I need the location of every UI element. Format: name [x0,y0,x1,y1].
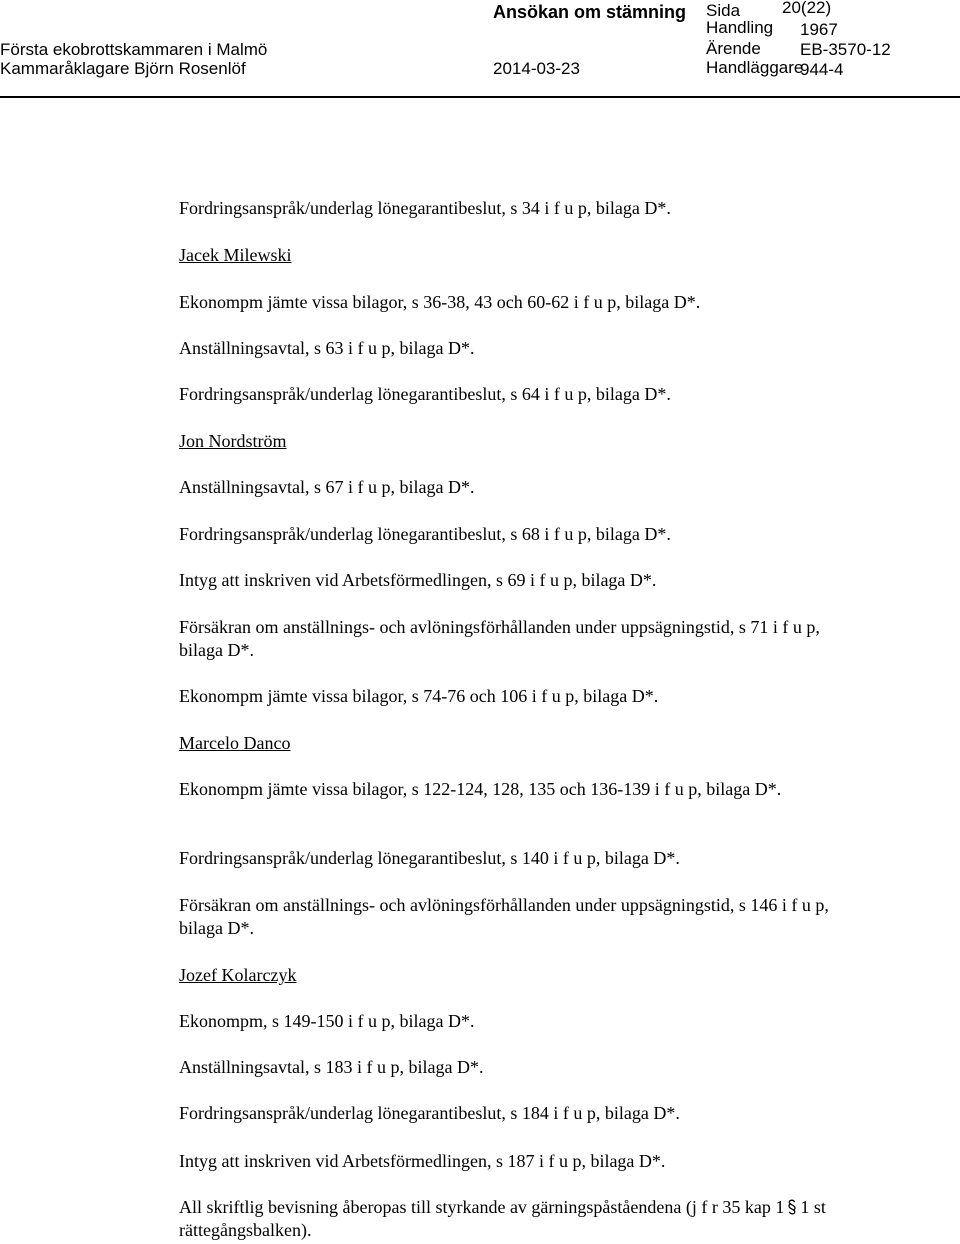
closing-statement-part-2: 1 st rättegångsbalken). [179,1197,826,1240]
evidence-item: Anställningsavtal, s 63 i f u p, bilaga D*. [179,338,475,358]
evidence-item: Anställningsavtal, s 67 i f u p, bilaga D*. [179,477,475,497]
evidence-item: Försäkran om anställnings- och avlöningsförhållanden under uppsägningstid, s 146 i f u p, bilaga D*. [179,895,829,938]
handling-value: 1967 [800,20,838,39]
evidence-item: Fordringsanspråk/underlag lönegarantibeslut, s 64 i f u p, bilaga D*. [179,384,671,404]
evidence-item: Anställningsavtal, s 183 i f u p, bilaga D*. [179,1057,484,1077]
evidence-item: Fordringsanspråk/underlag lönegarantibeslut, s 140 i f u p, bilaga D*. [179,848,680,868]
header-divider [0,96,960,98]
person-heading: Marcelo Danco [179,733,291,753]
person-heading: Jon Nordström [179,431,287,451]
evidence-item: Ekonompm, s 149-150 i f u p, bilaga D*. [179,1011,475,1031]
document-date: 2014-03-23 [493,59,580,78]
arende-label: Ärende [706,39,761,58]
arende-value: EB-3570-12 [800,40,891,59]
sida-label: Sida [706,1,741,20]
evidence-item: Intyg att inskriven vid Arbetsförmedlingen, s 187 i f u p, bilaga D*. [179,1151,666,1171]
evidence-item: Fordringsanspråk/underlag lönegarantibeslut, s 184 i f u p, bilaga D*. [179,1103,680,1123]
handlaggare-value: 944-4 [800,60,844,79]
evidence-item: Intyg att inskriven vid Arbetsförmedlingen, s 69 i f u p, bilaga D*. [179,570,657,590]
person-heading: Jozef Kolarczyk [179,965,297,985]
organisation-name: Första ekobrottskammaren i Malmö [0,40,268,59]
prosecutor-name: Kammaråklagare Björn Rosenlöf [0,59,246,78]
evidence-item: Ekonompm jämte vissa bilagor, s 74-76 och 106 i f u p, bilaga D*. [179,686,659,706]
handlaggare-label: Handläggare [706,58,804,77]
handling-label: Handling [706,18,774,37]
evidence-item: Ekonompm jämte vissa bilagor, s 36-38, 43 och 60-62 i f u p, bilaga D*. [179,292,701,312]
closing-statement [179,1196,829,1242]
section-sign-icon [786,1199,798,1215]
evidence-item: Ekonompm jämte vissa bilagor, s 122-124, 128, 135 och 136-139 i f u p, bilaga D*. [179,779,782,799]
evidence-item: Fordringsanspråk/underlag lönegarantibeslut, s 34 i f u p, bilaga D*. [179,198,671,218]
closing-statement-part-1: All skriftlig bevisning åberopas till styrkande av gärningspåståendena (j f r 35 kap 1 [179,1197,785,1217]
sida-value: 20(22) [782,0,832,17]
document-title: Ansökan om stämning [493,2,687,22]
person-heading: Jacek Milewski [179,245,292,265]
evidence-item: Försäkran om anställnings- och avlöningsförhållanden under uppsägningstid, s 71 i f u p, bilaga D*. [179,617,820,660]
evidence-item: Fordringsanspråk/underlag lönegarantibeslut, s 68 i f u p, bilaga D*. [179,524,671,544]
